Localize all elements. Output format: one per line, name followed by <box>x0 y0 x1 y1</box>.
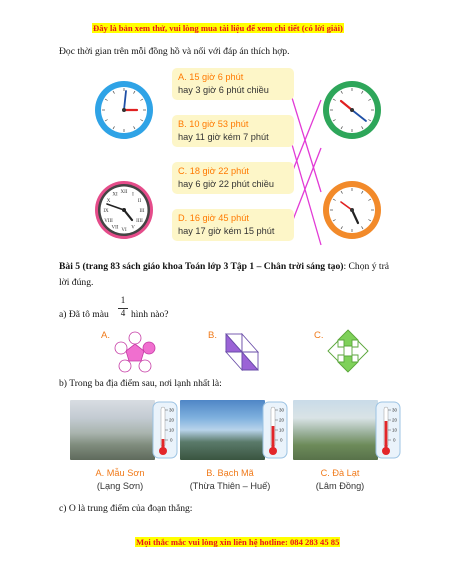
thermometer-c-icon <box>375 401 401 459</box>
matching-exercise <box>0 60 450 250</box>
roman-xi: XI <box>112 192 118 198</box>
option-c-line2: hay 6 giờ 22 phút chiều <box>178 179 274 189</box>
place-b-name: B. Bạch Mã <box>206 468 254 478</box>
place-c-caption <box>290 467 390 493</box>
place-c-region: (Lâm Đồng) <box>315 481 365 491</box>
header-banner: Đây là bản xem thử, vui lòng mua tài liệu để xem chi tiết (có lời giải) <box>93 23 343 33</box>
bai5-heading <box>59 259 399 291</box>
photo-bach-ma <box>180 400 265 460</box>
option-b-line1: B. 10 giờ 53 phút <box>178 119 249 129</box>
roman-iiii: IIII <box>136 219 143 224</box>
roman-xii: XII <box>120 190 128 195</box>
photo-mau-son <box>70 400 155 460</box>
question-c: c) O là trung điểm của đoạn thẳng: <box>59 503 193 514</box>
instruction-text: Đọc thời gian trên mỗi đồng hồ và nối với đáp án thích hợp. <box>59 46 290 57</box>
question-a-prefix: a) Đã tô màu <box>59 309 109 320</box>
clock-blue-icon <box>94 80 154 140</box>
fraction-denominator: 4 <box>120 308 126 318</box>
shape-c-arrows-icon <box>326 328 370 374</box>
option-a-line2: hay 3 giờ 6 phút chiều <box>178 85 269 95</box>
option-c <box>172 162 294 194</box>
option-d <box>172 209 294 241</box>
place-a-region: (Lạng Sơn) <box>96 481 144 491</box>
question-a-suffix: hình nào? <box>131 309 169 320</box>
option-d-line2: hay 17 giờ kém 15 phút <box>178 226 275 236</box>
clock-orange-icon <box>322 180 382 240</box>
footer-banner: Mọi thắc mắc vui lòng xin liên hệ hotline: 084 283 45 85 <box>136 537 340 547</box>
place-b-region: (Thừa Thiên – Huế) <box>189 481 271 491</box>
thermo-c-tick-30: 30 <box>392 407 398 413</box>
thermo-a-tick-20: 20 <box>169 417 175 423</box>
thermo-a-tick-10: 10 <box>169 427 175 433</box>
option-c-line1: C. 18 giờ 22 phút <box>178 166 249 176</box>
place-a-name: A. Mẫu Sơn <box>95 468 145 478</box>
place-b-caption <box>175 467 285 493</box>
roman-ix: IX <box>103 209 109 214</box>
option-b <box>172 115 294 147</box>
thermo-a-tick-0: 0 <box>170 437 173 443</box>
question-b: b) Trong ba địa điểm sau, nơi lạnh nhất là: <box>59 378 222 389</box>
thermo-b-tick-10: 10 <box>279 427 285 433</box>
option-a <box>172 68 294 100</box>
clock-green-icon <box>322 80 382 140</box>
shape-label-b: B. <box>208 330 217 341</box>
shape-label-a: A. <box>101 330 110 341</box>
shape-b-squares-icon <box>224 332 260 372</box>
option-a-line1: A. 15 giờ 6 phút <box>178 72 244 82</box>
option-d-line1: D. 16 giờ 45 phút <box>178 213 249 223</box>
thermo-c-tick-20: 20 <box>392 417 398 423</box>
thermo-b-tick-30: 30 <box>279 407 285 413</box>
thermo-b-tick-0: 0 <box>280 437 283 443</box>
roman-i: I <box>132 192 134 198</box>
thermometer-b-icon <box>262 401 288 459</box>
fraction-numerator: 1 <box>120 295 126 305</box>
roman-v: V <box>131 225 135 231</box>
roman-vi: VI <box>121 228 127 233</box>
shape-a-pentagon-icon <box>112 330 158 376</box>
bai5-title: Bài 5 (trang 83 sách giáo khoa Toán lớp 3 Tập 1 – Chân trời sáng tạo) <box>59 261 344 272</box>
shape-label-c: C. <box>314 330 324 341</box>
thermo-b-tick-20: 20 <box>279 417 285 423</box>
roman-vii: VII <box>111 225 119 231</box>
place-a-caption <box>70 467 170 493</box>
thermo-c-tick-0: 0 <box>393 437 396 443</box>
bai5-prompt: : Chọn ý trả lời đúng. <box>59 261 390 288</box>
thermometer-a-icon <box>152 401 178 459</box>
option-b-line2: hay 11 giờ kém 7 phút <box>178 132 269 142</box>
roman-iii: III <box>139 209 145 214</box>
roman-x: X <box>106 199 111 204</box>
roman-viii: VIII <box>104 219 113 224</box>
thermo-c-tick-10: 10 <box>392 427 398 433</box>
clock-roman-icon <box>94 180 154 240</box>
thermo-a-tick-30: 30 <box>169 407 175 413</box>
place-c-name: C. Đà Lạt <box>320 468 360 478</box>
roman-ii: II <box>137 199 142 204</box>
photo-da-lat <box>293 400 378 460</box>
